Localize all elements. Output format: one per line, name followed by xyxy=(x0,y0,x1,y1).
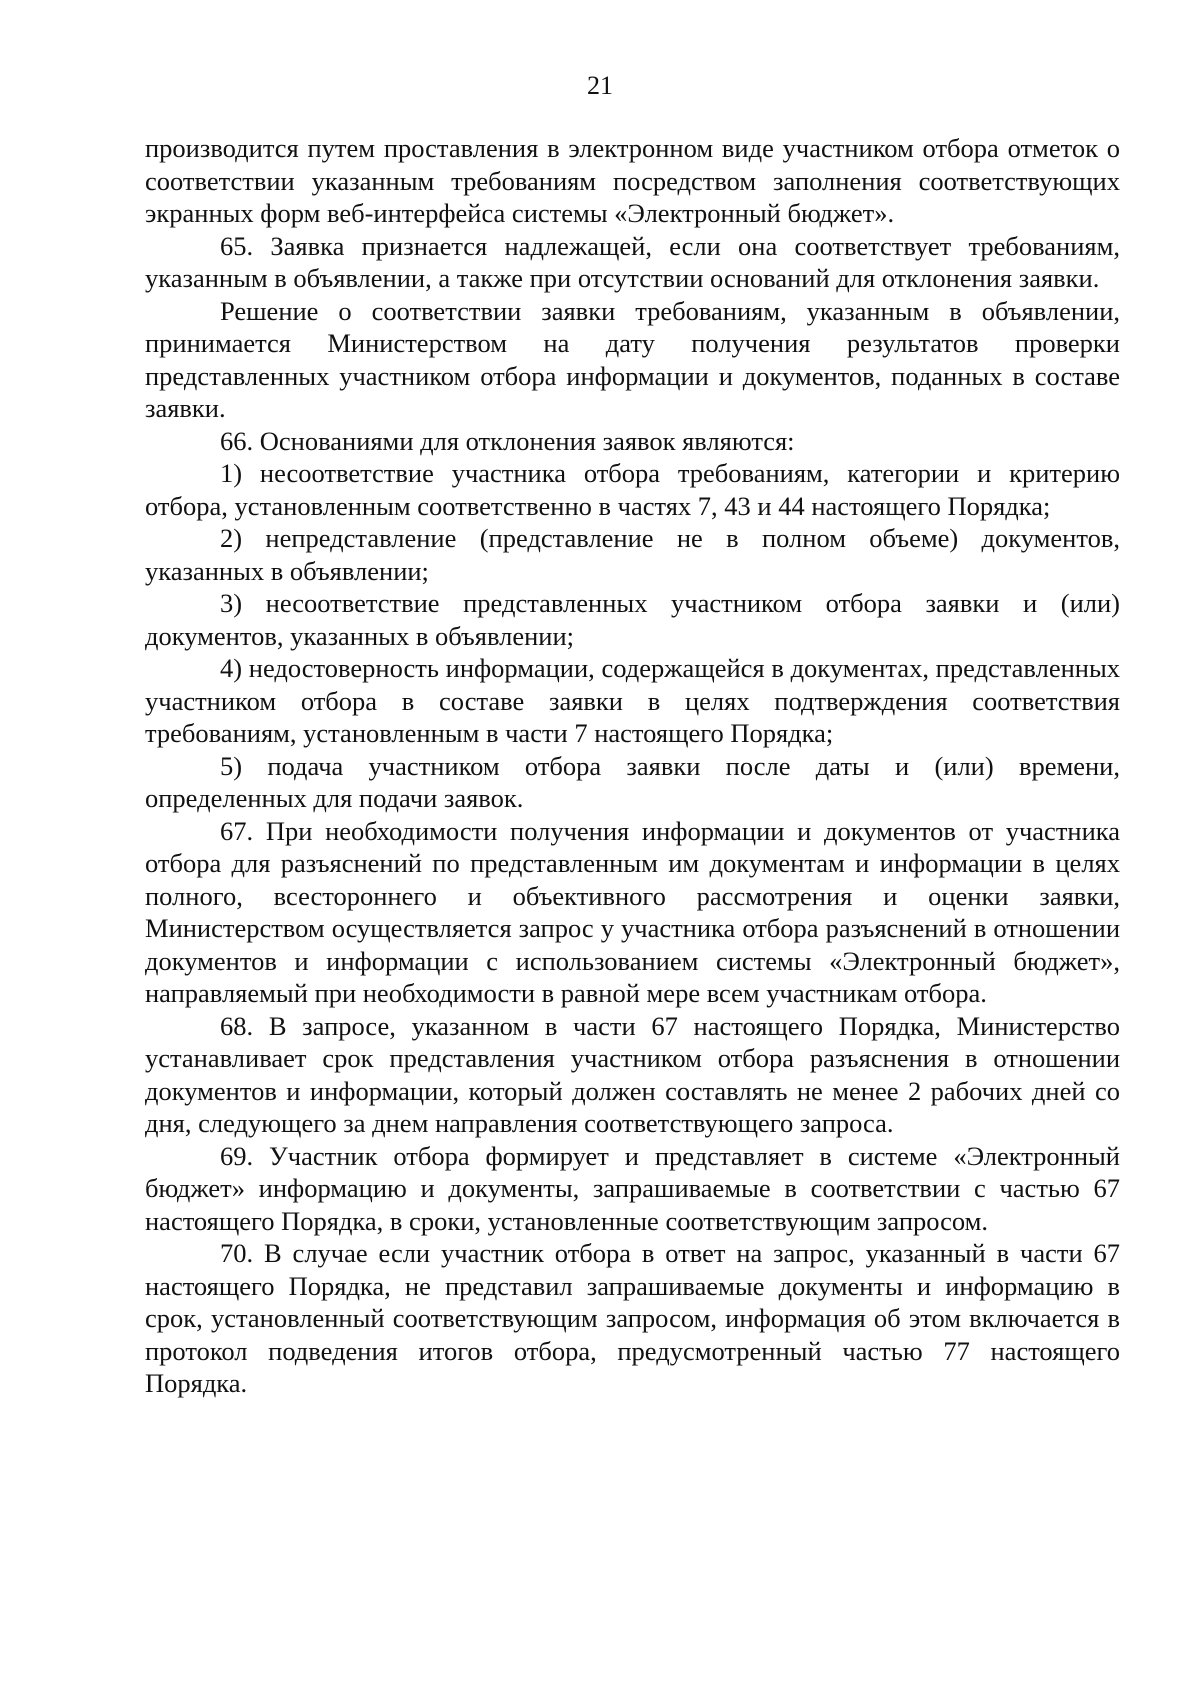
paragraph-65-decision: Решение о соответствии заявки требованиям, указанным в объявлении, принимается Министерством на дату получения результатов проверки представленных участником отбора информации и документов, поданных в составе заявки. xyxy=(145,295,1120,423)
page-number: 21 xyxy=(587,71,613,100)
document-body xyxy=(145,132,1120,1400)
paragraph-66-item-5: 5) подача участником отбора заявки после даты и (или) времени, определенных для подачи заявок. xyxy=(145,750,1120,813)
paragraph-66-item-4: 4) недостоверность информации, содержащейся в документах, представленных участником отбора в составе заявки в целях подтверждения соответствия требованиям, установленным в части 7 настоящего Порядка; xyxy=(145,653,1120,748)
paragraph-67: 67. При необходимости получения информации и документов от участника отбора для разъяснений по представленным им документам и информации в целях полного, всестороннего и объективного рассмотрения и оценки заявки, Министерством осуществляется запрос у участника отбора разъяснений в отношении документов и информации с использованием системы «Электронный бюджет», направляемый при необходимости в равной мере всем участникам отбора. xyxy=(145,815,1120,1008)
paragraph-66-item-3: 3) несоответствие представленных участником отбора заявки и (или) документов, указанных в объявлении; xyxy=(145,588,1120,651)
paragraph-continuation: производится путем проставления в электронном виде участником отбора отметок о соответствии указанным требованиям посредством заполнения соответствующих экранных форм веб-интерфейса системы «Электронный бюджет». xyxy=(145,133,1120,228)
paragraph-68: 68. В запросе, указанном в части 67 настоящего Порядка, Министерство устанавливает срок представления участником отбора разъяснения в отношении документов и информации, который должен составлять не менее 2 рабочих дней со дня, следующего за днем направления соответствующего запроса. xyxy=(145,1010,1120,1138)
paragraph-69: 69. Участник отбора формирует и представляет в системе «Электронный бюджет» информацию и документы, запрашиваемые в соответствии с частью 67 настоящего Порядка, в сроки, установленные соответствующим запросом. xyxy=(145,1140,1120,1236)
paragraph-70: 70. В случае если участник отбора в ответ на запрос, указанный в части 67 настоящего Порядка, не представил запрашиваемые документы и информацию в срок, установленный соответствующим запросом, информация об этом включается в протокол подведения итогов отбора, предусмотренный частью 77 настоящего Порядка. xyxy=(145,1238,1120,1398)
paragraph-66-item-1: 1) несоответствие участника отбора требованиям, категории и критерию отбора, установленным соответственно в частях 7, 43 и 44 настоящего Порядка; xyxy=(145,458,1120,521)
paragraph-65: 65. Заявка признается надлежащей, если она соответствует требованиям, указанным в объявлении, а также при отсутствии оснований для отклонения заявки. xyxy=(145,230,1120,293)
paragraph-66: 66. Основаниями для отклонения заявок являются: xyxy=(220,425,795,456)
paragraph-66-item-2: 2) непредставление (представление не в полном объеме) документов, указанных в объявлении; xyxy=(145,523,1120,586)
